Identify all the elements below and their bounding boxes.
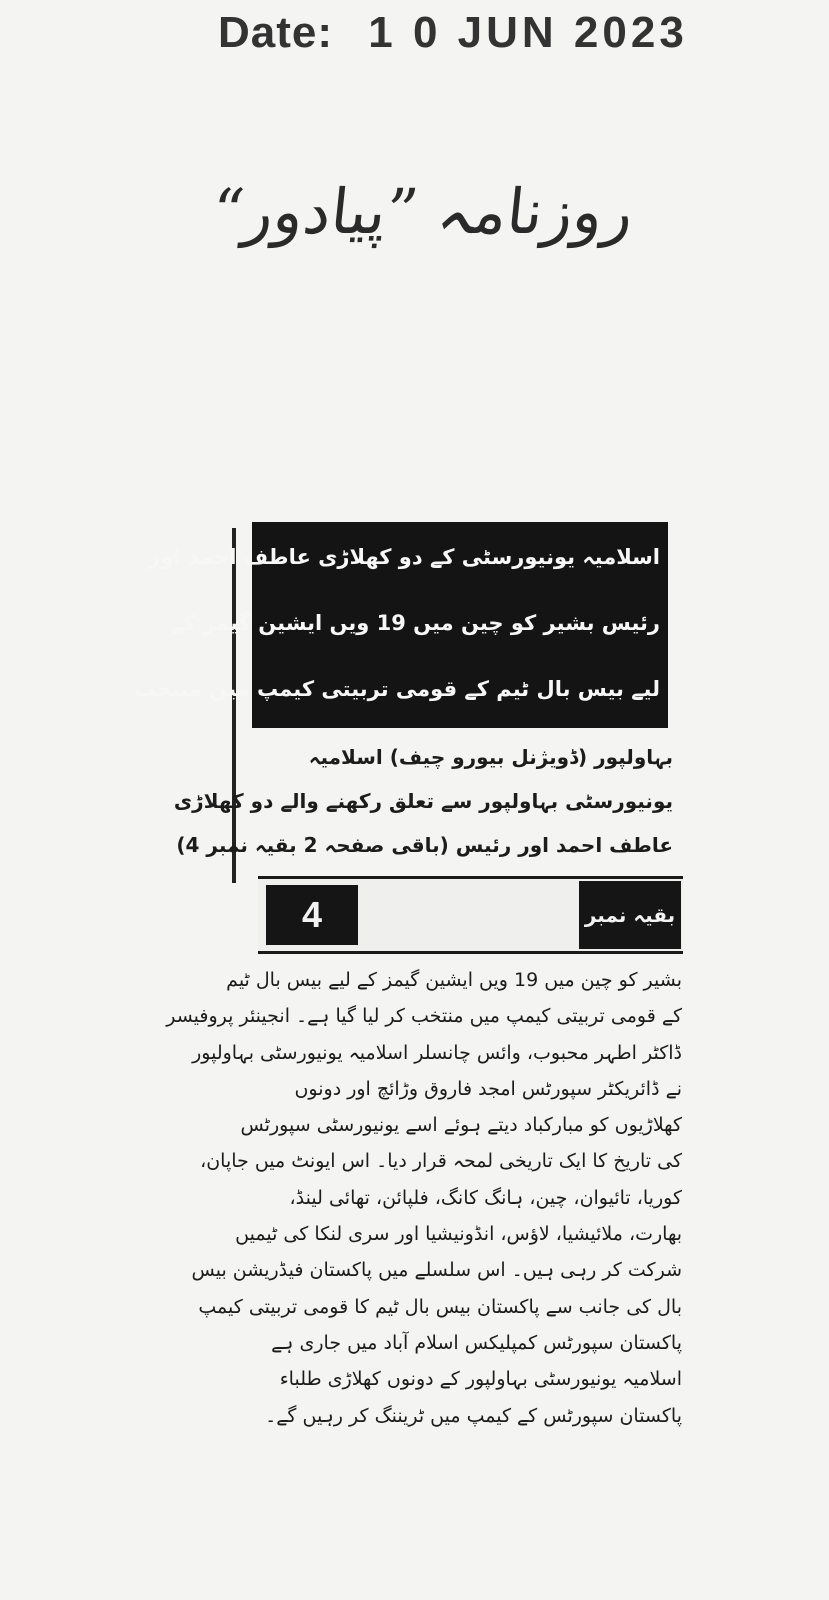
newspaper-name: روزنامہ ”پیادور“ [208, 175, 637, 248]
body-line: بھارت، ملائیشیا، لاؤس، انڈونیشیا اور سری لنکا کی ٹیمیں [235, 1223, 682, 1246]
article-intro [173, 735, 673, 870]
body-line: کی تاریخ کا ایک تاریخی لمحہ قرار دیا۔ اس ایونٹ میں جاپان، [200, 1150, 682, 1173]
continuation-number: 4 [266, 885, 358, 945]
article-body [166, 962, 682, 1518]
body-line: ڈاکٹر اطہر محبوب، وائس چانسلر اسلامیہ یونیورسٹی بہاولپور [192, 1041, 682, 1064]
clipping-date [218, 8, 688, 58]
intro-line: عاطف احمد اور رئیس (باقی صفحہ 2 بقیہ نمبر 4) [176, 833, 673, 857]
article-headline [134, 522, 668, 728]
body-line: پاکستان سپورٹس کے کیمپ میں ٹریننگ کر رہیں گے۔ [265, 1404, 682, 1427]
body-line: کوریا، تائیوان، چین، ہانگ کانگ، فلپائن، تھائی لینڈ، [289, 1186, 682, 1209]
body-line: بشیر کو چین میں 19 ویں ایشین گیمز کے لیے بیس بال ٹیم [226, 969, 682, 991]
body-line: بال کی جانب سے پاکستان بیس بال ٹیم کا قومی تربیتی کیمپ [198, 1295, 682, 1318]
body-line: پاکستان سپورٹس کمپلیکس اسلام آباد میں جاری ہے [271, 1331, 682, 1354]
body-line: اسلامیہ یونیورسٹی بہاولپور کے دونوں کھلاڑی طلباء [279, 1368, 682, 1391]
continuation-bar [258, 876, 683, 954]
body-line: کھلاڑیوں کو مبارکباد دیتے ہوئے اسے یونیورسٹی سپورٹس [240, 1114, 682, 1137]
intro-line: بہاولپور (ڈویژنل بیورو چیف) اسلامیہ [308, 745, 673, 769]
body-line: نے ڈائریکٹر سپورٹس امجد فاروق وڑائچ اور دونوں [294, 1077, 682, 1100]
body-line: شرکت کر رہی ہیں۔ اس سلسلے میں پاکستان فیڈریشن بیس [191, 1259, 682, 1282]
headline-line: اسلامیہ یونیورسٹی کے دو کھلاڑی عاطف احمد اور [148, 545, 660, 569]
body-line: کے قومی تربیتی کیمپ میں منتخب کر لیا گیا ہے۔ انجینئر پروفیسر [166, 1005, 682, 1028]
intro-line: یونیورسٹی بہاولپور سے تعلق رکھنے والے دو کھلاڑی [173, 789, 673, 813]
date-value: 1 0 JUN 2023 [368, 8, 688, 57]
headline-line: لیے بیس بال ٹیم کے قومی تربیتی کیمپ میں منتخب [134, 677, 660, 701]
date-label: Date: [218, 8, 334, 57]
continuation-label: بقیہ نمبر [579, 881, 681, 949]
headline-line: رئیس بشیر کو چین میں 19 ویں ایشین گیمز کے [171, 611, 660, 635]
